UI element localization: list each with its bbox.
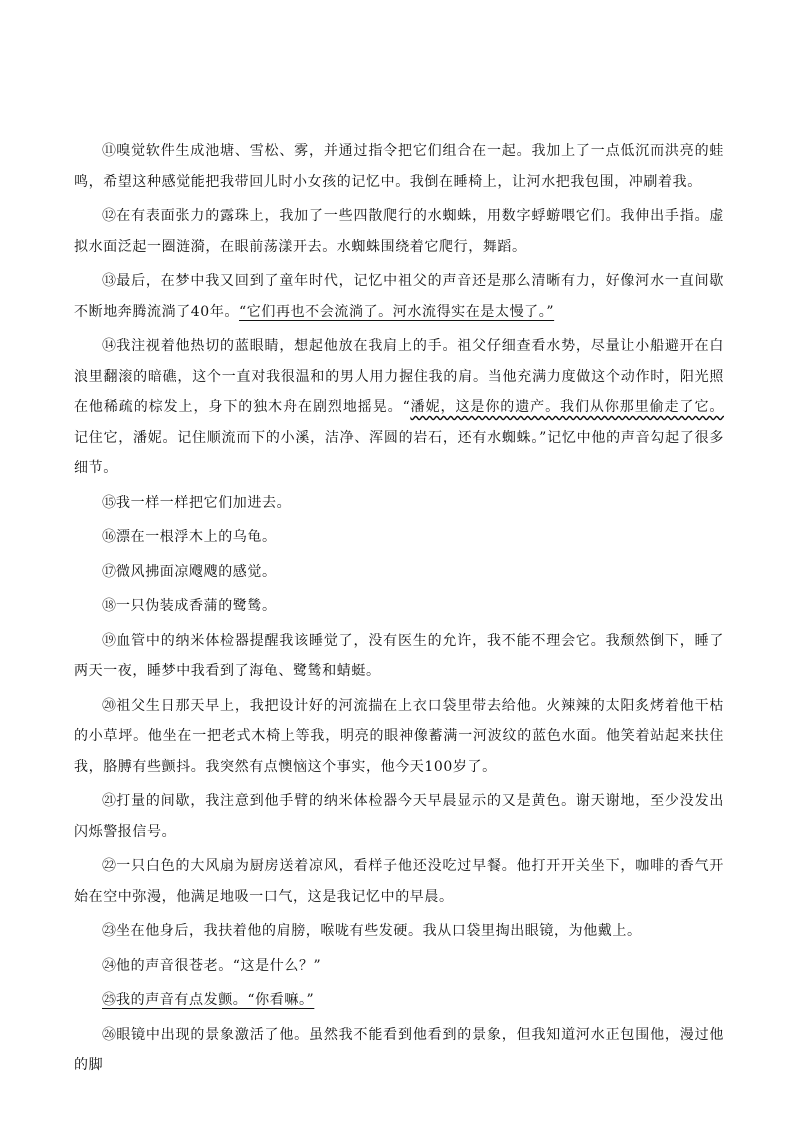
paragraph-number: ⑯ — [102, 529, 116, 545]
paragraph-text: 微风拂面凉飕飕的感觉。 — [116, 563, 277, 580]
paragraph-text: 一只伪装成香蒲的鹭鸶。 — [116, 598, 277, 614]
paragraph-number: ㉒ — [102, 858, 117, 874]
paragraph-number: ⑫ — [102, 208, 117, 224]
paragraph-number: ㉔ — [102, 957, 116, 974]
paragraph-text: 坐在他身后，我扶着他的肩膀，喉咙有些发硬。我从口袋里掏出眼镜，为他戴上。 — [116, 923, 642, 939]
paragraph-number: ⑱ — [102, 598, 116, 614]
paragraph-text: 我一样一样把它们加进去。 — [116, 494, 292, 511]
paragraph-1 — [74, 136, 724, 197]
paragraph-14 — [74, 951, 724, 982]
paragraph-number: ㉖ — [102, 1026, 117, 1043]
paragraph-8 — [74, 591, 724, 622]
paragraph-number: ㉑ — [102, 793, 117, 809]
paragraph-number: ㉓ — [102, 923, 116, 939]
paragraph-number: ⑪ — [102, 143, 117, 159]
paragraph-text: 最后，在梦中我又回到了童年时代，记忆中祖父的声音还是那么清晰有力，好像河水一直间歇不断地奔腾流淌了40年。 — [74, 273, 724, 320]
paragraph-15 — [74, 985, 724, 1016]
document-page — [74, 136, 724, 1085]
paragraph-12 — [74, 851, 724, 912]
paragraph-number: ⑮ — [102, 494, 116, 511]
paragraph-4 — [74, 331, 724, 484]
paragraph-7 — [74, 557, 724, 588]
paragraph-text: 嗅觉软件生成池塘、雪松、雾，并通过指令把它们组合在一起。我加上了一点低沉而洪亮的蛙鸣，希望这种感觉能把我带回儿时小女孩的记忆中。我倒在睡椅上，让河水把我包围，冲刷着我。 — [74, 143, 724, 190]
paragraph-6 — [74, 522, 724, 553]
paragraph-text: 祖父生日那天早上，我把设计好的河流揣在上衣口袋里带去给他。火辣辣的太阳炙烤着他干枯的小草坪。他坐在一把老式木椅上等我，明亮的眼神像蓄满一河波纹的蓝色水面。他笑着站起来扶住我，胳膊有些颤抖。我突然有点懊恼这个事实，他今天100岁了。 — [74, 697, 724, 775]
paragraph-number: ⑬ — [102, 273, 117, 289]
marked-text: 我的声音有点发颤。“你看嘛。” — [116, 992, 315, 1008]
paragraph-number: ㉕ — [102, 992, 116, 1008]
paragraph-2 — [74, 201, 724, 262]
paragraph-text: 漂在一根浮木上的乌龟。 — [116, 529, 277, 545]
paragraph-text: 记住它，潘妮。记住顺流而下的小溪，洁净、浑圆的岩石，还有水蜘蛛。”记忆中他的声音勾起了很多细节。 — [74, 429, 724, 476]
paragraph-text: 血管中的纳米体检器提醒我该睡觉了，没有医生的允许，我不能不理会它。我颓然倒下，睡了两天一夜，睡梦中我看到了海龟、鹭鸶和蜻蜓。 — [74, 632, 724, 679]
paragraph-text: 我注视着他热切的蓝眼睛，想起他放在我肩上的手。祖父仔细查看水势，尽量让小船避开在白浪里翻滚的暗礁，这个一直对我很温和的男人用力握住我的肩。当他充满力度做这个动作时，阳光照在他稀疏的棕发上，身下的独木舟在剧烈地摇晃。“ — [74, 338, 724, 415]
paragraph-text: 在有表面张力的露珠上，我加了一些四散爬行的水蜘蛛，用数字蜉蝣喂它们。我伸出手指。虚拟水面泛起一圈涟漪，在眼前荡漾开去。水蜘蛛围绕着它爬行，舞蹈。 — [74, 208, 724, 255]
paragraph-13 — [74, 916, 724, 947]
paragraph-text: 一只白色的大风扇为厨房送着凉风，看样子他还没吃过早餐。他打开开关坐下，咖啡的香气开始在空中弥漫，他满足地吸一口气，这是我记忆中的早晨。 — [74, 858, 724, 905]
paragraph-number: ⑳ — [102, 697, 117, 714]
paragraph-number: ⑭ — [102, 338, 117, 354]
paragraph-9 — [74, 626, 724, 687]
paragraph-text: 他的声音很苍老。“这是什么？” — [116, 957, 322, 974]
article-body — [74, 136, 724, 1081]
paragraph-number: ⑲ — [102, 632, 117, 649]
paragraph-number: ⑰ — [102, 563, 116, 580]
paragraph-text: 打量的间歇，我注意到他手臂的纳米体检器今天早晨显示的又是黄色。谢天谢地，至少没发出闪烁警报信号。 — [74, 793, 724, 840]
paragraph-11 — [74, 786, 724, 847]
paragraph-16 — [74, 1020, 724, 1081]
paragraph-3 — [74, 266, 724, 327]
paragraph-10 — [74, 691, 724, 783]
paragraph-5 — [74, 488, 724, 519]
paragraph-text: 眼镜中出现的景象激活了他。虽然我不能看到他看到的景象，但我知道河水正包围他，漫过他的脚 — [74, 1026, 724, 1073]
marked-text: 潘妮，这是你的遗产。我们从你那里偷走了它。 — [410, 399, 724, 415]
marked-text: “它们再也不会流淌了。河水流得实在是太慢了。” — [239, 303, 555, 320]
